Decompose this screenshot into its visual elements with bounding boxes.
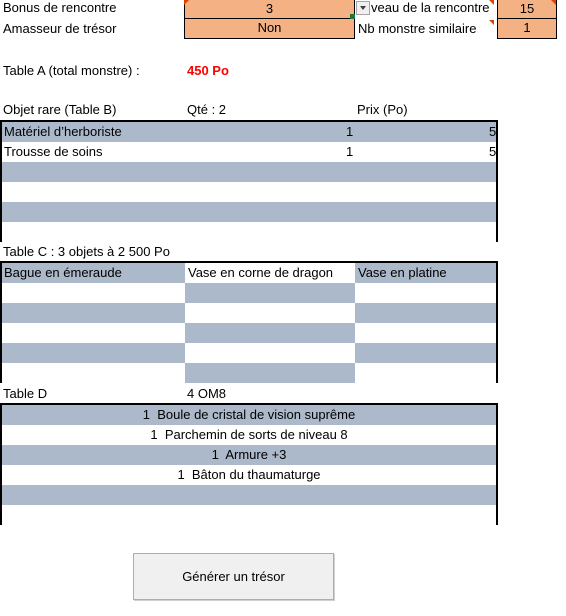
table-d-item: 1 Boule de cristal de vision suprême	[142, 407, 356, 422]
bonus-value-cell[interactable]: 3	[184, 0, 355, 19]
table-c-label: Table C : 3 objets à 2 500 Po	[3, 244, 170, 259]
item-price: 5	[489, 124, 497, 139]
table-row	[185, 283, 355, 303]
cell-handle-icon	[350, 14, 355, 19]
table-row	[185, 363, 355, 383]
table-row	[2, 425, 496, 445]
table-row	[2, 303, 185, 323]
table-row	[355, 323, 496, 343]
nb-monstre-label: Nb monstre similaire	[358, 21, 477, 36]
table-c-header-2: Vase en corne de dragon	[188, 265, 334, 280]
table-d-item: 1 Bâton du thaumaturge	[177, 467, 321, 482]
table-c-column-1	[2, 263, 185, 381]
table-row	[2, 202, 496, 222]
table-row	[2, 162, 496, 182]
table-c-header-3: Vase en platine	[358, 265, 447, 280]
table-d-item: 1 Armure +3	[211, 447, 287, 462]
table-row	[2, 343, 185, 363]
table-c-column-2	[185, 263, 355, 381]
table-row	[2, 182, 496, 202]
item-qty: 1	[346, 124, 354, 139]
nb-monstre-value-cell[interactable]: 1	[497, 19, 557, 39]
table-c-header-1: Bague en émeraude	[4, 265, 122, 280]
table-row	[185, 303, 355, 323]
table-row	[185, 263, 355, 283]
item-name: Trousse de soins	[4, 144, 103, 159]
comment-marker-icon	[551, 0, 556, 5]
table-row	[2, 122, 496, 142]
table-b	[0, 120, 498, 242]
table-b-header-prix: Prix (Po)	[357, 102, 408, 117]
comment-marker-icon	[184, 0, 189, 5]
amasseur-value-cell[interactable]: Non	[184, 19, 355, 39]
table-row	[2, 283, 185, 303]
table-row	[2, 505, 496, 525]
table-row	[2, 222, 496, 242]
table-a-label: Table A (total monstre) :	[3, 63, 140, 78]
table-row	[2, 263, 185, 283]
dropdown-arrow-icon[interactable]	[356, 1, 370, 15]
item-qty: 1	[346, 144, 354, 159]
table-a-value: 450 Po	[187, 63, 229, 78]
table-row	[185, 323, 355, 343]
table-row	[355, 363, 496, 383]
table-row	[355, 343, 496, 363]
comment-marker-icon	[489, 0, 494, 5]
table-row	[355, 283, 496, 303]
table-row	[2, 445, 496, 465]
table-row	[2, 142, 496, 162]
table-d-item: 1 Parchemin de sorts de niveau 8	[150, 427, 348, 442]
table-row	[355, 303, 496, 323]
table-b-header-objet: Objet rare (Table B)	[3, 102, 117, 117]
table-d	[0, 403, 498, 525]
table-c	[0, 261, 498, 383]
bonus-label: Bonus de rencontre	[3, 0, 117, 15]
table-row	[2, 405, 496, 425]
table-b-header-qte: Qté : 2	[187, 102, 227, 117]
table-row	[2, 323, 185, 343]
amasseur-label: Amasseur de trésor	[3, 21, 117, 36]
table-row	[2, 363, 185, 383]
item-price: 5	[489, 144, 497, 159]
table-row	[185, 343, 355, 363]
table-row	[355, 263, 496, 283]
table-d-label: Table D	[3, 386, 48, 401]
niveau-value-cell[interactable]: 15	[497, 0, 557, 19]
item-name: Matériel d’herboriste	[4, 124, 122, 139]
table-row	[2, 465, 496, 485]
niveau-label: veau de la rencontre	[371, 0, 490, 15]
table-row	[2, 485, 496, 505]
table-c-column-3	[355, 263, 496, 381]
table-d-code: 4 OM8	[187, 386, 227, 401]
generate-treasure-button[interactable]: Générer un trésor	[133, 553, 334, 600]
comment-marker-icon	[489, 20, 494, 25]
